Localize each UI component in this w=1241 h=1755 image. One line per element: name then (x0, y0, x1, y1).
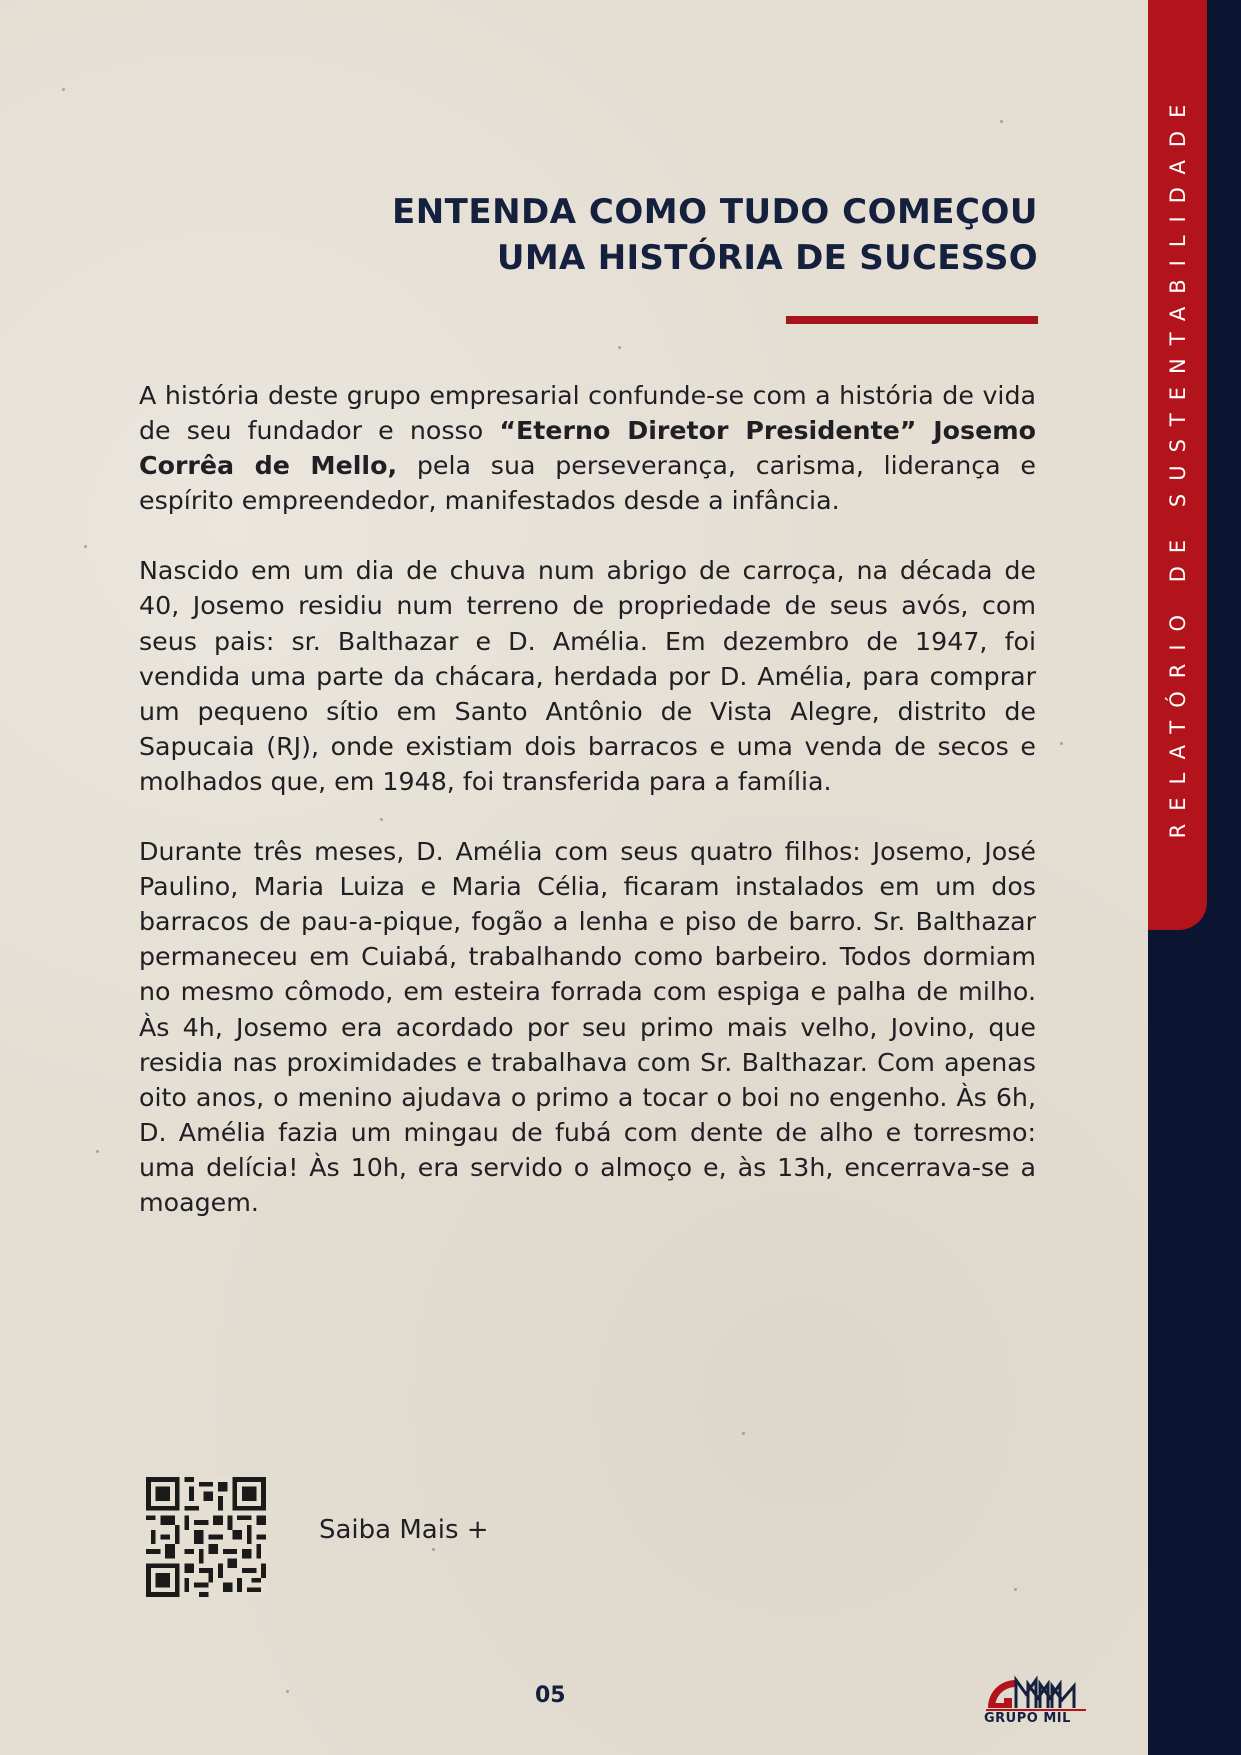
paragraph-3: Durante três meses, D. Amélia com seus quatro filhos: Josemo, José Paulino, Maria Luiza e Maria Célia, ficaram instalados em um dos barracos de pau-a-pique, fogão a lenha e piso de barro. Sr. Balthazar permaneceu em Cuiabá, trabalhando como barbeiro. Todos dormiam no mesmo cômodo, em esteira forrada com espiga e palha de milho. Às 4h, Josemo era acordado por seu primo mais velho, Jovino, que residia nas proximidades e trabalhava com Sr. Balthazar. Com apenas oito anos, o menino ajudava o primo a tocar o boi no engenho. Às 6h, D. Amélia fazia um mingau de fubá com dente de alho e torresmo: uma delícia! Às 10h, era servido o almoço e, às 13h, encerrava-se a moagem. (139, 837, 1036, 1217)
page-title: ENTENDA COMO TUDO COMEÇOU (392, 192, 1038, 232)
page-subtitle: UMA HISTÓRIA DE SUCESSO (496, 238, 1038, 278)
body-text (139, 378, 1036, 1220)
paragraph-1-rest: pela sua perseverança, carisma, liderança e espírito empreendedor, manifestados desde a infância. (139, 451, 1036, 516)
saiba-mais-link[interactable]: Saiba Mais + (319, 1515, 489, 1545)
logo-text: GRUPO MIL (984, 1711, 1071, 1726)
sidebar-label: RELATÓRIO DE SUSTENTABILIDADE (1166, 91, 1190, 839)
paragraph-1 (139, 378, 1036, 518)
paragraph-2: Nascido em um dia de chuva num abrigo de carroça, na década de 40, Josemo residiu num terreno de propriedade de seus avós, com seus pais: sr. Balthazar e D. Amélia. Em dezembro de 1947, foi vendida uma parte da chácara, herdada por D. Amélia, para comprar um pequeno sítio em Santo Antônio de Vista Alegre, distrito de Sapucaia (RJ), onde existiam dois barracos e uma venda de secos e molhados que, em 1948, foi transferida para a família. (139, 556, 1036, 796)
page-number: 05 (535, 1683, 566, 1708)
paragraph-1-intro: A história deste grupo empresarial confunde-se com a história de vida de seu fundador e nosso (139, 381, 1036, 446)
founder-name: “Eterno Diretor Presidente” Josemo Corrêa de Mello, (139, 416, 1036, 481)
qr-code-icon[interactable] (146, 1477, 266, 1597)
title-divider (786, 316, 1038, 324)
